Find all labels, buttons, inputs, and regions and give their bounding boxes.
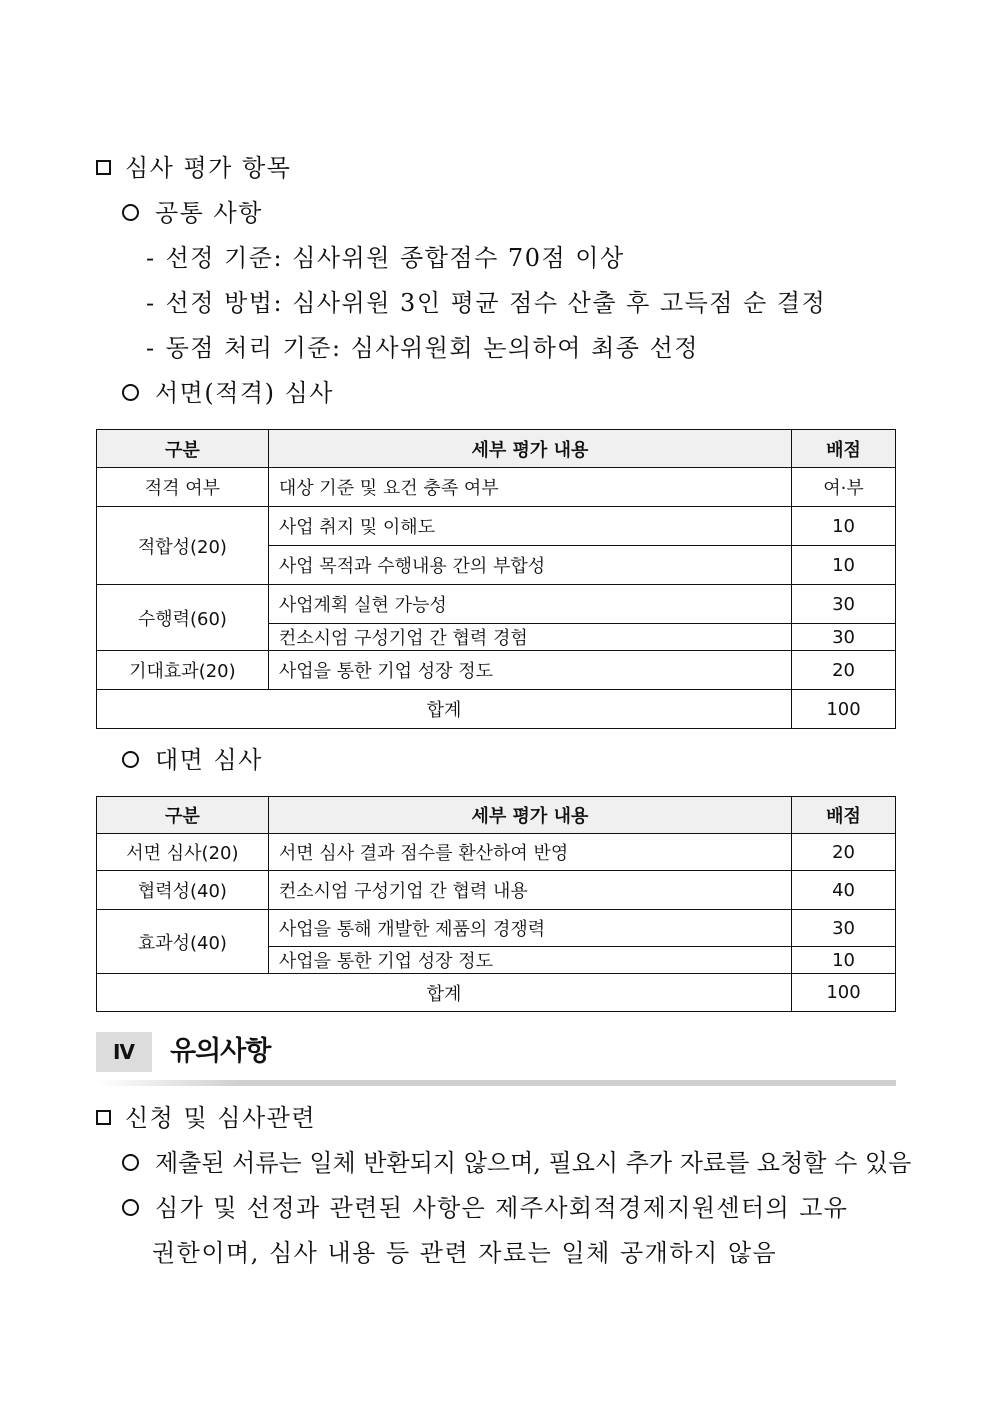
column-header: 세부 평가 내용	[268, 430, 791, 468]
category-cell: 서면 심사(20)	[97, 834, 269, 871]
note-2	[122, 1192, 848, 1224]
table-row	[97, 910, 896, 947]
document-review-table	[96, 429, 896, 729]
eval-heading	[96, 152, 291, 184]
common-item-text: 선정 기준: 심사위원 종합점수 70점 이상	[165, 244, 625, 272]
section-title: 유의사항	[170, 1036, 271, 1067]
content-cell: 컨소시엄 구성기업 간 협력 내용	[268, 871, 791, 910]
common-item-text: 동점 처리 기준: 심사위원회 논의하여 최종 선정	[165, 334, 699, 362]
table-row	[97, 507, 896, 546]
circle-bullet-icon	[122, 1199, 139, 1216]
note-text: 심가 및 선정과 관련된 사항은 제주사회적경제지원센터의 고유	[155, 1194, 849, 1222]
content-cell: 사업을 통해 개발한 제품의 경쟁력	[268, 910, 791, 947]
common-item-1	[146, 242, 625, 274]
content-cell: 사업 목적과 수행내용 간의 부합성	[268, 546, 791, 585]
total-label-cell: 합계	[97, 690, 792, 729]
score-cell: 20	[792, 834, 896, 871]
score-cell: 10	[792, 507, 896, 546]
column-header: 배점	[792, 430, 896, 468]
circle-bullet-icon	[122, 204, 139, 221]
interview-review-heading-text: 대면 심사	[155, 746, 263, 774]
eval-heading-text: 심사 평가 항목	[125, 154, 292, 182]
common-heading	[122, 197, 263, 229]
table-row	[97, 651, 896, 690]
content-cell: 사업계획 실현 가능성	[268, 585, 791, 624]
application-heading-text: 신청 및 심사관련	[125, 1104, 317, 1132]
score-cell: 20	[792, 651, 896, 690]
score-cell: 30	[792, 624, 896, 651]
document-review-heading	[122, 377, 334, 409]
circle-bullet-icon	[122, 1154, 139, 1171]
table-total-row	[97, 690, 896, 729]
common-item-text: 선정 방법: 심사위원 3인 평균 점수 산출 후 고득점 순 결정	[165, 289, 827, 317]
total-score-cell: 100	[792, 690, 896, 729]
table-row	[97, 468, 896, 507]
section-divider	[96, 1080, 896, 1086]
content-cell: 사업을 통한 기업 성장 정도	[268, 947, 791, 974]
interview-review-heading	[122, 744, 263, 776]
table-total-row	[97, 974, 896, 1012]
content-cell: 사업 취지 및 이해도	[268, 507, 791, 546]
category-cell: 기대효과(20)	[97, 651, 269, 690]
category-cell: 적격 여부	[97, 468, 269, 507]
column-header: 구분	[97, 430, 269, 468]
content-cell: 대상 기준 및 요건 충족 여부	[268, 468, 791, 507]
table-header-row	[97, 430, 896, 468]
total-label-cell: 합계	[97, 974, 792, 1012]
common-item-2	[146, 287, 826, 319]
score-cell: 10	[792, 546, 896, 585]
circle-bullet-icon	[122, 751, 139, 768]
column-header: 구분	[97, 797, 269, 834]
square-bullet-icon	[96, 160, 111, 175]
note-text: 제출된 서류는 일체 반환되지 않으며, 필요시 추가 자료를 요청할 수 있음	[155, 1149, 912, 1177]
circle-bullet-icon	[122, 384, 139, 401]
dash-icon: -	[146, 244, 156, 272]
content-cell: 사업을 통한 기업 성장 정도	[268, 651, 791, 690]
score-cell: 40	[792, 871, 896, 910]
category-cell: 적합성(20)	[97, 507, 269, 585]
interview-review-table	[96, 796, 896, 1012]
application-heading	[96, 1102, 316, 1134]
column-header: 배점	[792, 797, 896, 834]
total-score-cell: 100	[792, 974, 896, 1012]
section-iv-heading	[96, 1032, 896, 1088]
note-text: 권한이며, 심사 내용 등 관련 자료는 일체 공개하지 않음	[152, 1239, 778, 1267]
content-cell: 컨소시엄 구성기업 간 협력 경험	[268, 624, 791, 651]
score-cell: 30	[792, 585, 896, 624]
column-header: 세부 평가 내용	[268, 797, 791, 834]
score-cell: 10	[792, 947, 896, 974]
note-2-continued	[152, 1237, 777, 1269]
document-review-heading-text: 서면(적격) 심사	[155, 379, 334, 407]
table-row	[97, 834, 896, 871]
category-cell: 효과성(40)	[97, 910, 269, 974]
common-heading-text: 공통 사항	[155, 199, 263, 227]
category-cell: 협력성(40)	[97, 871, 269, 910]
category-cell: 수행력(60)	[97, 585, 269, 651]
score-cell: 여·부	[792, 468, 896, 507]
table-row	[97, 871, 896, 910]
dash-icon: -	[146, 334, 156, 362]
square-bullet-icon	[96, 1110, 111, 1125]
dash-icon: -	[146, 289, 156, 317]
content-cell: 서면 심사 결과 점수를 환산하여 반영	[268, 834, 791, 871]
section-number-badge: Ⅳ	[96, 1032, 152, 1072]
score-cell: 30	[792, 910, 896, 947]
note-1	[122, 1147, 911, 1179]
common-item-3	[146, 332, 699, 364]
table-row	[97, 585, 896, 624]
table-header-row	[97, 797, 896, 834]
